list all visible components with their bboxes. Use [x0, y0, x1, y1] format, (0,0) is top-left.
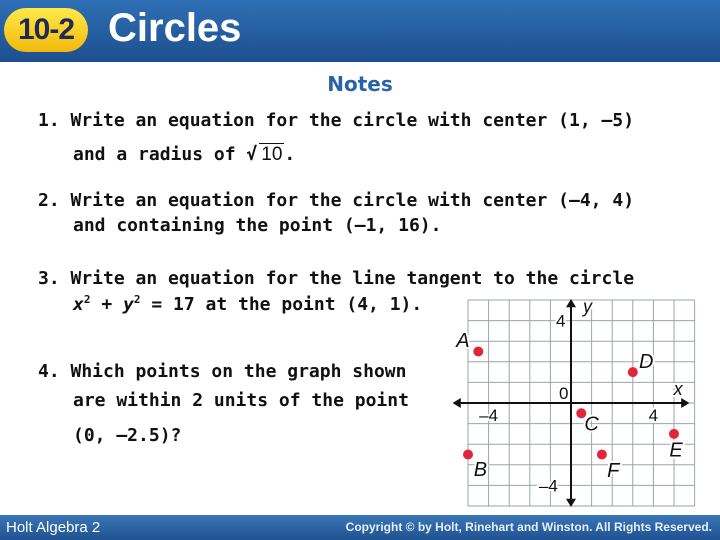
point-a	[473, 347, 483, 357]
var-y: y	[123, 294, 134, 315]
question-1-line-1: 1. Write an equation for the circle with center (1, –5)	[38, 110, 635, 131]
point-label-a: A	[456, 330, 470, 353]
lesson-title: Circles	[108, 6, 242, 50]
point-f	[597, 450, 607, 460]
question-4-line-2: are within 2 units of the point	[73, 390, 409, 411]
exponent-y: 2	[133, 293, 141, 306]
question-1-radius-text: and a radius of	[73, 144, 236, 165]
x-axis-arrow-left	[453, 398, 461, 408]
question-2-line-1: 2. Write an equation for the circle with center (–4, 4)	[38, 190, 635, 211]
point-d	[628, 367, 638, 377]
question-1-line-2	[38, 143, 295, 166]
radicand: 10	[261, 144, 283, 165]
x-axis-label: x	[673, 379, 683, 399]
point-e	[669, 429, 679, 439]
question-3-rest: = 17 at the point (4, 1).	[151, 294, 423, 315]
title-bar	[0, 0, 720, 62]
question-3-line-1: 3. Write an equation for the line tangent to the circle	[38, 268, 635, 289]
tick-label-x-zero: 0	[559, 384, 569, 403]
y-axis-label: y	[582, 296, 592, 317]
question-2-line-2: and containing the point (–1, 16).	[73, 215, 442, 236]
question-1-period: .	[284, 144, 296, 165]
sqrt-symbol: √	[246, 144, 258, 165]
tick-label-x-pos: 4	[648, 406, 659, 425]
footer-copyright: Copyright © by Holt, Rinehart and Winston. All Rights Reserved.	[345, 520, 712, 534]
point-label-c: C	[584, 413, 599, 436]
lesson-badge: 10-2	[4, 8, 88, 52]
plus-sign: +	[101, 294, 113, 315]
exponent-x: 2	[83, 293, 91, 306]
question-4-line-3: (0, –2.5)?	[73, 425, 182, 446]
question-4-line-1: 4. Which points on the graph shown	[38, 361, 407, 382]
var-x: x	[73, 294, 84, 315]
footer-bar	[0, 515, 720, 540]
footer-course: Holt Algebra 2	[6, 519, 101, 536]
tick-label-y-neg: –4	[538, 476, 558, 496]
x-axis-arrow	[681, 398, 689, 408]
axes	[453, 299, 690, 507]
coordinate-graph	[456, 296, 708, 506]
point-b	[463, 450, 473, 460]
point-label-d: D	[638, 350, 654, 373]
tick-label-x-neg: –4	[479, 406, 499, 425]
point-label-b: B	[473, 458, 488, 481]
question-3-line-2	[38, 293, 422, 315]
tick-label-y-pos: 4	[555, 311, 566, 331]
point-label-f: F	[607, 459, 620, 482]
notes-heading: Notes	[327, 72, 393, 96]
point-label-e: E	[669, 439, 683, 462]
